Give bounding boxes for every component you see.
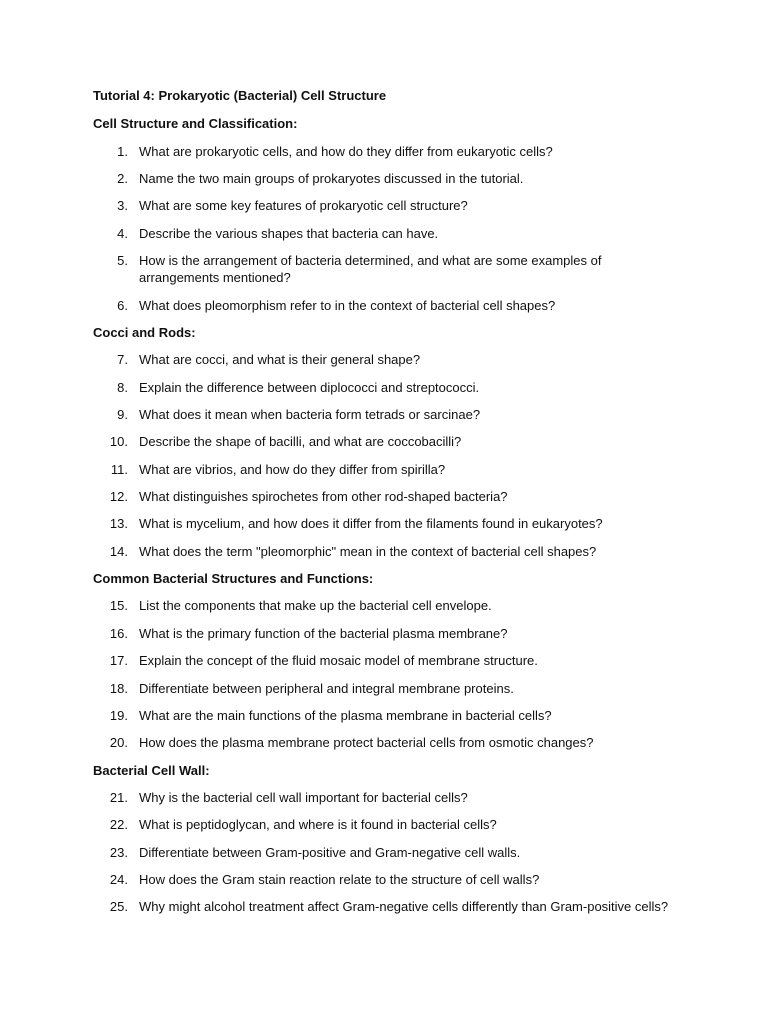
question-number: 17. xyxy=(109,653,128,668)
question-text: Describe the various shapes that bacteria can have. xyxy=(139,226,439,241)
question-item xyxy=(108,707,678,724)
question-item xyxy=(108,816,678,833)
question-item xyxy=(108,680,678,697)
question-number: 11. xyxy=(110,462,128,477)
question-item xyxy=(108,297,678,314)
question-number: 19. xyxy=(109,708,128,723)
question-number: 16. xyxy=(109,626,128,641)
question-item xyxy=(108,789,678,806)
question-number: 23. xyxy=(109,845,128,860)
question-item xyxy=(108,871,678,888)
question-item xyxy=(108,170,678,187)
section-heading-cell-structure: Cell Structure and Classification: xyxy=(93,116,298,131)
section-heading-cocci-rods: Cocci and Rods: xyxy=(93,325,196,340)
question-item xyxy=(108,252,678,286)
question-number: 15. xyxy=(109,598,128,613)
question-text: What are vibrios, and how do they differ from spirilla? xyxy=(139,462,446,477)
question-text: Explain the concept of the fluid mosaic model of membrane structure. xyxy=(139,653,538,668)
question-text: Why is the bacterial cell wall important for bacterial cells? xyxy=(139,790,468,805)
question-text: Differentiate between peripheral and integral membrane proteins. xyxy=(139,681,514,696)
question-number: 14. xyxy=(109,544,128,559)
question-text: What is mycelium, and how does it differ from the filaments found in eukaryotes? xyxy=(139,516,603,531)
question-text: Describe the shape of bacilli, and what are coccobacilli? xyxy=(139,434,462,449)
question-text: What is peptidoglycan, and where is it found in bacterial cells? xyxy=(139,817,497,832)
question-item xyxy=(108,433,678,450)
question-number: 4. xyxy=(117,226,128,241)
document-title: Tutorial 4: Prokaryotic (Bacterial) Cell Structure xyxy=(93,88,387,103)
question-item xyxy=(108,543,678,560)
question-text: Differentiate between Gram-positive and Gram-negative cell walls. xyxy=(139,845,521,860)
question-number: 12. xyxy=(109,489,128,504)
question-text: Name the two main groups of prokaryotes discussed in the tutorial. xyxy=(139,171,524,186)
question-text: How is the arrangement of bacteria determined, and what are some examples of arrangements mentioned? xyxy=(139,253,602,285)
question-number: 8. xyxy=(117,380,128,395)
question-text: What is the primary function of the bacterial plasma membrane? xyxy=(139,626,508,641)
question-text: What are cocci, and what is their general shape? xyxy=(139,352,421,367)
question-item xyxy=(108,844,678,861)
question-item xyxy=(108,351,678,368)
question-item xyxy=(108,488,678,505)
question-text: What does the term "pleomorphic" mean in the context of bacterial cell shapes? xyxy=(139,544,597,559)
question-text: What are the main functions of the plasma membrane in bacterial cells? xyxy=(139,708,552,723)
question-item xyxy=(108,515,678,532)
question-text: What are prokaryotic cells, and how do they differ from eukaryotic cells? xyxy=(139,144,553,159)
question-item xyxy=(108,406,678,423)
question-text: How does the Gram stain reaction relate to the structure of cell walls? xyxy=(139,872,540,887)
question-text: What does it mean when bacteria form tetrads or sarcinae? xyxy=(139,407,481,422)
question-item xyxy=(108,197,678,214)
question-number: 9. xyxy=(117,407,128,422)
question-text: What distinguishes spirochetes from other rod-shaped bacteria? xyxy=(139,489,508,504)
question-text: Explain the difference between diplococci and streptococci. xyxy=(139,380,480,395)
question-number: 25. xyxy=(109,899,128,914)
question-item xyxy=(108,652,678,669)
question-number: 3. xyxy=(117,198,128,213)
question-text: Why might alcohol treatment affect Gram-negative cells differently than Gram-positive cells? xyxy=(139,899,669,914)
question-number: 10. xyxy=(109,434,128,449)
question-number: 1. xyxy=(117,144,128,159)
question-text: What are some key features of prokaryotic cell structure? xyxy=(139,198,468,213)
question-item xyxy=(108,379,678,396)
question-item xyxy=(108,461,678,478)
question-text: What does pleomorphism refer to in the context of bacterial cell shapes? xyxy=(139,298,556,313)
question-number: 24. xyxy=(109,872,128,887)
section-heading-common-structures: Common Bacterial Structures and Functions: xyxy=(93,571,374,586)
question-number: 20. xyxy=(109,735,128,750)
question-number: 2. xyxy=(117,171,128,186)
question-number: 5. xyxy=(117,253,128,268)
question-number: 7. xyxy=(117,352,128,367)
question-text: How does the plasma membrane protect bacterial cells from osmotic changes? xyxy=(139,735,594,750)
question-item xyxy=(108,597,678,614)
question-number: 22. xyxy=(109,817,128,832)
question-number: 13. xyxy=(109,516,128,531)
question-item xyxy=(108,143,678,160)
question-number: 6. xyxy=(117,298,128,313)
question-number: 18. xyxy=(109,681,128,696)
question-item xyxy=(108,625,678,642)
question-item xyxy=(108,898,678,915)
question-text: List the components that make up the bacterial cell envelope. xyxy=(139,598,492,613)
section-heading-cell-wall: Bacterial Cell Wall: xyxy=(93,763,210,778)
question-item xyxy=(108,734,678,751)
question-number: 21. xyxy=(109,790,128,805)
question-item xyxy=(108,225,678,242)
